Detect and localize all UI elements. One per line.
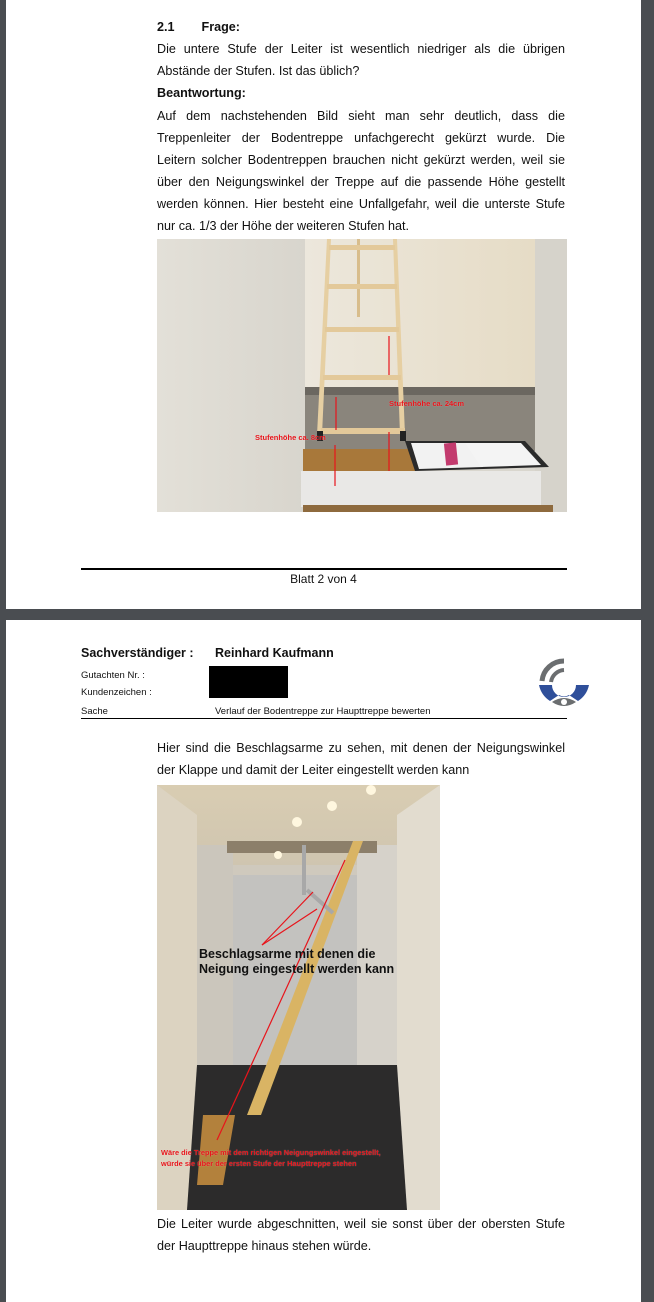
redacted-box xyxy=(209,666,288,698)
fitting-arms-label-line: Beschlagsarme mit denen die xyxy=(199,947,376,961)
expert-label: Sachverständiger : xyxy=(81,646,194,660)
answer-heading: Beantwortung: xyxy=(157,86,246,100)
correct-angle-label-line: würde sie über der ersten Stufe der Haupttreppe stehen xyxy=(161,1159,357,1168)
step-height-upper-label: Stufenhöhe ca. 24cm xyxy=(389,399,465,408)
answer-line: Auf dem nachstehenden Bild sieht man sehr deutlich, dass die xyxy=(157,109,565,123)
answer-line: werden können. Hier besteht eine Unfallgefahr, weil die unterste Stufe xyxy=(157,197,565,211)
answer-line: Treppenleiter der Bodentreppe unfachgerecht gekürzt wurde. Die xyxy=(157,131,565,145)
header-divider xyxy=(81,718,567,719)
question-line: Abstände der Stufen. Ist das üblich? xyxy=(157,64,360,78)
subject-label: Sache xyxy=(81,706,108,717)
document-page-3 xyxy=(6,620,641,1302)
intro-line: Hier sind die Beschlagsarme zu sehen, mit denen der Neigungswinkel xyxy=(157,741,565,755)
section-number: 2.1 xyxy=(157,20,175,34)
correct-angle-label-line: Wäre die Treppe mit dem richtigen Neigungswinkel eingestellt, xyxy=(161,1148,381,1157)
subject-value: Verlauf der Bodentreppe zur Haupttreppe bewerten xyxy=(215,706,431,717)
footer-divider xyxy=(81,568,567,570)
document-page-2 xyxy=(6,0,641,609)
ladder-photo-illustration xyxy=(157,239,567,512)
answer-line: über den Neigungswinkel der Treppe auf die passende Höhe gestellt xyxy=(157,175,565,189)
step-height-lower-label: Stufenhöhe ca. 8cm xyxy=(255,433,326,442)
answer-line: Leitern solcher Bodentreppen brauchen nicht gekürzt werden, weil sie xyxy=(157,153,565,167)
section-title: Frage: xyxy=(201,20,241,34)
closing-line: der Haupttreppe hinaus stehen würde. xyxy=(157,1239,372,1253)
fitting-arms-label xyxy=(199,947,394,977)
company-logo xyxy=(534,655,594,715)
hallway-ladder-photo xyxy=(157,785,440,1210)
page-footer: Blatt 2 von 4 xyxy=(290,572,357,586)
ladder-step-photo xyxy=(157,239,567,512)
report-number-label: Gutachten Nr. : xyxy=(81,670,145,681)
correct-angle-label xyxy=(161,1147,381,1169)
section-heading xyxy=(157,16,565,38)
fitting-arms-label-line: Neigung eingestellt werden kann xyxy=(199,962,395,976)
closing-line: Die Leiter wurde abgeschnitten, weil sie sonst über der obersten Stufe xyxy=(157,1217,565,1231)
expert-name: Reinhard Kaufmann xyxy=(215,646,334,660)
intro-line: der Klappe und damit der Leiter eingestellt werden kann xyxy=(157,763,470,777)
customer-reference-label: Kundenzeichen : xyxy=(81,687,152,698)
question-line: Die untere Stufe der Leiter ist wesentlich niedriger als die übrigen xyxy=(157,42,565,56)
answer-line: nur ca. 1/3 der Höhe der weiteren Stufen hat. xyxy=(157,219,410,233)
